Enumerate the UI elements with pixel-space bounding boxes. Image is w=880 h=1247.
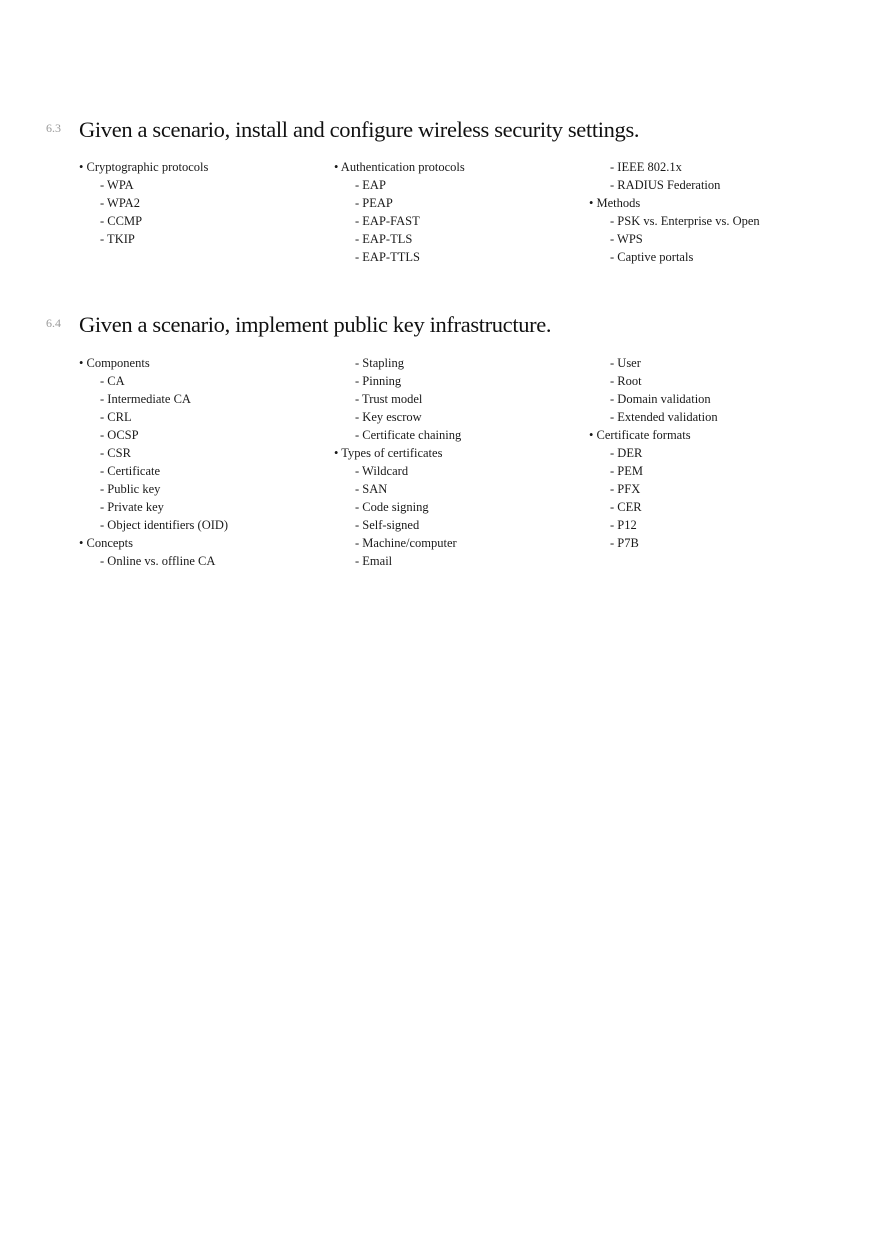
list-item: - Machine/computer — [355, 536, 457, 550]
list-item: - Certificate chaining — [355, 428, 462, 442]
list-item: - SAN — [355, 482, 388, 496]
list-item: • Types of certificates — [334, 446, 443, 460]
list-item: - IEEE 802.1x — [610, 160, 682, 174]
list-item: - Wildcard — [355, 464, 409, 478]
list-item: - EAP — [355, 178, 386, 192]
list-item: - CRL — [100, 410, 132, 424]
column-2 — [334, 354, 461, 570]
list-item: • Concepts — [79, 536, 134, 550]
list-item: - Extended validation — [610, 410, 718, 424]
list-item: - Private key — [100, 500, 164, 514]
list-item: - Public key — [100, 482, 161, 496]
list-item: - Key escrow — [355, 410, 422, 424]
list-item: - EAP-FAST — [355, 214, 420, 228]
list-item: • Cryptographic protocols — [79, 160, 209, 174]
list-item: - Domain validation — [610, 392, 711, 406]
list-item: - Captive portals — [610, 250, 694, 264]
list-item: - OCSP — [100, 428, 139, 442]
column-3 — [589, 158, 760, 266]
column-2 — [334, 158, 465, 266]
column-1 — [79, 158, 208, 248]
list-item: - WPS — [610, 232, 643, 246]
list-item: - Online vs. offline CA — [100, 554, 216, 568]
list-item: - P12 — [610, 518, 637, 532]
list-item: - Self-signed — [355, 518, 420, 532]
list-item: - Certificate — [100, 464, 161, 478]
list-item: - User — [610, 356, 641, 370]
list-item: - CSR — [100, 446, 131, 460]
list-item: - Code signing — [355, 500, 429, 514]
column-1 — [79, 354, 228, 570]
list-item: - DER — [610, 446, 643, 460]
list-item: - PSK vs. Enterprise vs. Open — [610, 214, 760, 228]
section-number: 6.4 — [46, 316, 61, 330]
list-item: - RADIUS Federation — [610, 178, 721, 192]
list-item: - PEM — [610, 464, 643, 478]
list-item: - Trust model — [355, 392, 423, 406]
list-item: • Authentication protocols — [334, 160, 465, 174]
list-item: - PFX — [610, 482, 641, 496]
column-3 — [589, 354, 718, 552]
list-item: - WPA2 — [100, 196, 140, 210]
section-title: Given a scenario, implement public key infrastructure. — [79, 312, 552, 337]
section-title: Given a scenario, install and configure wireless security settings. — [79, 117, 640, 142]
list-item: - EAP-TTLS — [355, 250, 420, 264]
list-item: - Stapling — [355, 356, 404, 370]
list-item: - Pinning — [355, 374, 402, 388]
list-item: - Intermediate CA — [100, 392, 191, 406]
list-item: • Components — [79, 356, 150, 370]
section-number: 6.3 — [46, 121, 61, 135]
list-item: • Certificate formats — [589, 428, 691, 442]
list-item: - WPA — [100, 178, 134, 192]
list-item: - CER — [610, 500, 642, 514]
list-item: - CCMP — [100, 214, 143, 228]
list-item: - P7B — [610, 536, 639, 550]
list-item: • Methods — [589, 196, 641, 210]
list-item: - PEAP — [355, 196, 393, 210]
list-item: - TKIP — [100, 232, 135, 246]
list-item: - CA — [100, 374, 125, 388]
list-item: - Object identifiers (OID) — [100, 518, 229, 532]
list-item: - Email — [355, 554, 393, 568]
list-item: - Root — [610, 374, 642, 388]
list-item: - EAP-TLS — [355, 232, 413, 246]
